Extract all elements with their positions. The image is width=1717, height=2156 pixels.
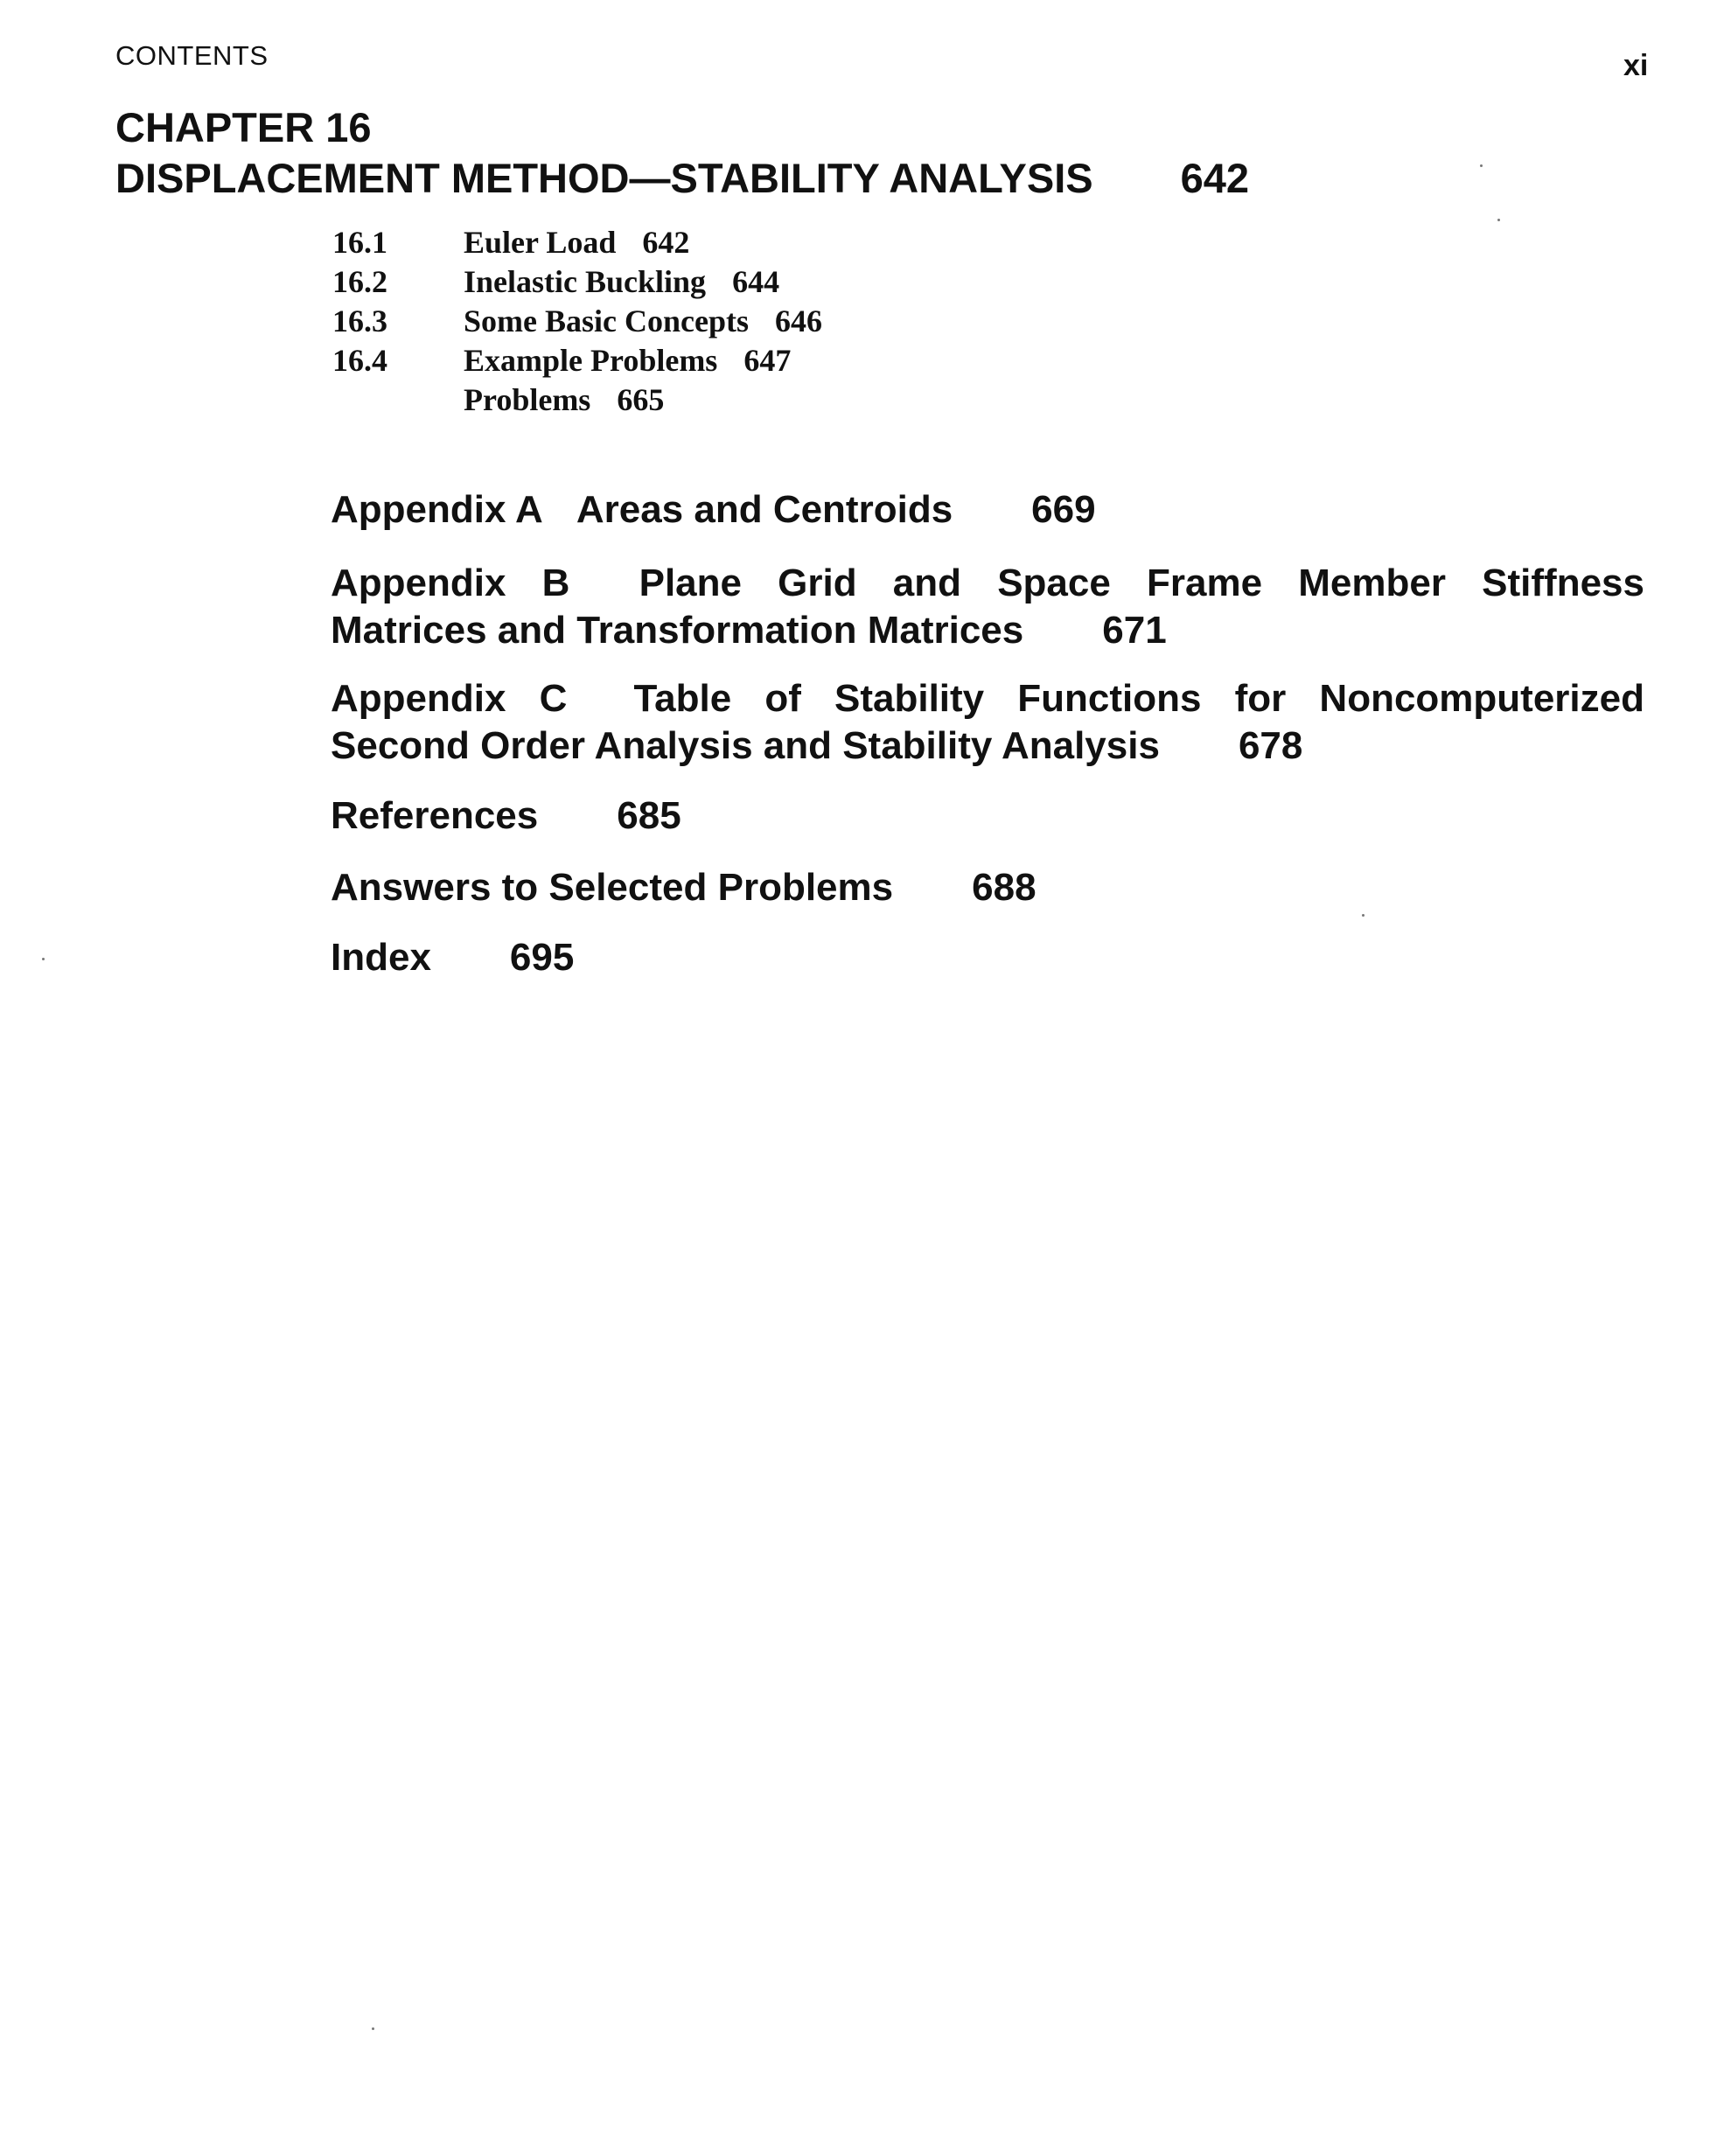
appendix-page: 671: [1102, 609, 1167, 652]
appendix-title-line1: Table of Stability Functions for Noncomputerized: [633, 677, 1644, 720]
chapter-page: 642: [1180, 155, 1250, 201]
scan-speck: [42, 958, 45, 960]
section-number: 16.3: [332, 304, 387, 338]
appendix-title-line2: Second Order Analysis and Stability Analysis: [331, 724, 1160, 767]
section-title: Some Basic Concepts: [464, 304, 749, 338]
section-number: 16.4: [332, 343, 387, 378]
scan-speck: [1362, 914, 1365, 917]
references-title: References: [331, 794, 539, 837]
section-page: 646: [775, 304, 822, 338]
section-page: 665: [617, 382, 665, 417]
section-entry: [332, 262, 822, 302]
references-page: 685: [617, 794, 681, 837]
appendix-label: Appendix C: [331, 677, 568, 720]
section-title: Inelastic Buckling: [464, 264, 707, 299]
references-entry: [331, 792, 1644, 840]
appendix-page: 678: [1238, 724, 1303, 767]
chapter-title: DISPLACEMENT METHOD—STABILITY ANALYSIS: [115, 155, 1093, 201]
section-page: 644: [732, 264, 780, 299]
section-title: Example Problems: [464, 343, 718, 378]
appendix-c-entry: [331, 675, 1644, 770]
section-title: Problems: [464, 382, 591, 417]
page-number: xi: [1623, 49, 1649, 82]
section-entry: [332, 341, 822, 380]
index-page: 695: [509, 936, 575, 979]
index-entry: [331, 934, 1644, 981]
index-title: Index: [331, 936, 431, 979]
answers-title: Answers to Selected Problems: [331, 866, 894, 909]
appendix-b-entry: [331, 560, 1644, 654]
answers-page: 688: [972, 866, 1036, 909]
running-head: CONTENTS: [115, 40, 269, 71]
appendix-label: Appendix B: [331, 562, 570, 604]
appendix-label: Appendix A: [331, 488, 543, 531]
scan-speck: [1497, 219, 1500, 221]
appendix-title: Areas and Centroids: [576, 488, 953, 531]
scan-speck: [372, 2027, 374, 2030]
section-page: 642: [642, 225, 690, 260]
section-title: Euler Load: [464, 225, 617, 260]
answers-entry: [331, 864, 1644, 911]
section-entry: [332, 223, 822, 262]
section-number: 16.1: [332, 225, 387, 260]
section-list: [332, 223, 822, 420]
section-entry: [332, 380, 822, 420]
appendix-page: 669: [1031, 488, 1096, 531]
section-number: 16.2: [332, 264, 387, 299]
section-entry: [332, 302, 822, 341]
section-page: 647: [743, 343, 792, 378]
chapter-label: CHAPTER 16: [115, 104, 372, 150]
chapter-title-row: [115, 154, 1249, 202]
appendix-title-line1: Plane Grid and Space Frame Member Stiffness: [639, 562, 1644, 604]
appendix-title-line2: Matrices and Transformation Matrices: [331, 609, 1024, 652]
appendix-a-entry: [331, 486, 1644, 534]
scan-speck: [1480, 164, 1483, 167]
